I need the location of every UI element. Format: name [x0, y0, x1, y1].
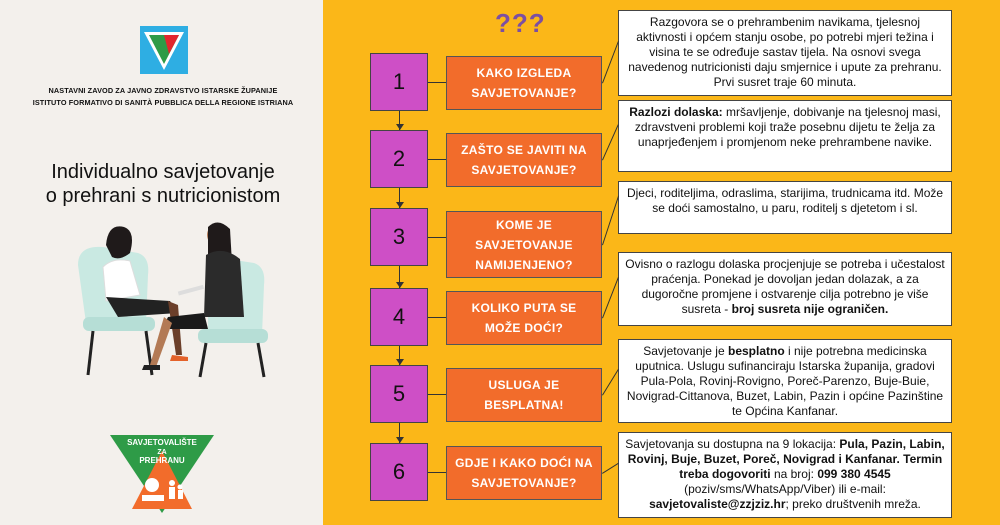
- answer-segment: Termin treba dogovoriti: [679, 452, 943, 481]
- step-number-3: 3: [370, 208, 428, 266]
- institution-logo: [140, 26, 188, 74]
- institution-name-it: ISTITUTO FORMATIVO DI SANITÀ PUBBLICA DELLA REGIONE ISTRIANA: [32, 98, 294, 107]
- family-icon: [169, 480, 175, 486]
- apple-icon: [145, 478, 159, 492]
- answer-segment: broj susreta nije ograničen.: [731, 302, 889, 316]
- connector-line: [428, 317, 446, 318]
- step-question-3: KOME JE SAVJETOVANJE NAMIJENJENO?: [446, 211, 602, 278]
- answer-segment: na broj:: [770, 467, 818, 481]
- step-number-6: 6: [370, 443, 428, 501]
- notepad: [178, 285, 204, 296]
- step-number-5: 5: [370, 365, 428, 423]
- connector-line: [428, 159, 446, 160]
- answer-segment: Razgovora se o prehrambenim navikama, tjelesnoj aktivnosti i općem stanju osobe, po potrebi mjeri težina i visina te se određuje sastav tijela. Na osnovi svega navedenog nutricionisti daju smjernice i upute za prehranu. Prvi susret traje 60 minuta.: [628, 15, 942, 89]
- savjetovaliste-badge: [106, 433, 218, 515]
- right-woman-jacket: [204, 251, 244, 317]
- answer-segment: (poziv/sms/WhatsApp/Viber) ili e-mail:: [684, 482, 886, 496]
- answer-segment: Razlozi dolaska:: [629, 105, 723, 119]
- badge-line3: PREHRANU: [139, 456, 185, 465]
- answer-segment: mršavljenje, dobivanje na tjelesnoj masi, zdravstveni problemi koji traže posebnu dijetu te želja za unaprjeđenjem i promjenom neke prehrambene navike.: [634, 105, 941, 149]
- step-answer-1: [618, 10, 952, 96]
- connector-line: [428, 82, 446, 83]
- page-title-line1: Individualno savjetovanje: [51, 161, 275, 183]
- step-question-6: GDJE I KAKO DOĆI NA SAVJETOVANJE?: [446, 446, 602, 500]
- counseling-illustration: [58, 205, 278, 380]
- right-chair-seat: [198, 329, 268, 343]
- answer-segment: savjetovaliste@zzjziz.hr: [649, 497, 786, 511]
- step-question-4: KOLIKO PUTA SE MOŽE DOĆI?: [446, 291, 602, 345]
- left-panel: [0, 0, 323, 525]
- answer-segment: i nije potrebna medicinska uputnica. Uslugu sufinanciraju Istarska županija, gradovi Pula-Pola, Rovinj-Rovigno, Poreč-Parenzo, Buje-Buie, Novigrad-Cittanova, Buzet, Labin, Pazin i općine Pazinštine te Općina Kanfanar.: [626, 344, 944, 418]
- badge-line2: ZA: [157, 449, 167, 456]
- answer-segment: Pula, Pazin, Labin, Rovinj, Buje, Buzet, Poreč, Novigrad i Kanfanar.: [627, 437, 945, 466]
- left-chair-seat: [83, 317, 155, 331]
- page-title-line2: o prehrani s nutricionistom: [45, 185, 281, 207]
- step-number-4: 4: [370, 288, 428, 346]
- step-answer-4: [618, 252, 952, 326]
- connector-line: [428, 472, 446, 473]
- flow-arrow-icon: [396, 202, 404, 208]
- flow-arrow-icon: [396, 124, 404, 130]
- flow-arrow-icon: [396, 282, 404, 288]
- answer-segment: Savjetovanja su dostupna na 9 lokacija:: [625, 437, 840, 451]
- step-number-1: 1: [370, 53, 428, 111]
- answer-segment: 099 380 4545: [817, 467, 891, 481]
- badge-line1: SAVJETOVALIŠTE: [127, 438, 197, 447]
- question-marks: ???: [495, 8, 546, 38]
- connector-line: [428, 394, 446, 395]
- flow-arrow-icon: [396, 359, 404, 365]
- step-question-1: KAKO IZGLEDA SAVJETOVANJE?: [446, 56, 602, 110]
- book-icon: [142, 495, 164, 501]
- page-title: [18, 160, 308, 208]
- answer-segment: Ovisno o razlogu dolaska procjenjuje se potreba i učestalost praćenja. Ponekad je dovoljan jedan dolazak, a za dugoročne promjene i ostvarenje cilja potrebno je više susreta -: [625, 257, 945, 316]
- step-number-2: 2: [370, 130, 428, 188]
- connector-line: [428, 237, 446, 238]
- step-question-5: USLUGA JE BESPLATNA!: [446, 368, 602, 422]
- step-question-2: ZAŠTO SE JAVITI NA SAVJETOVANJE?: [446, 133, 602, 187]
- answer-segment: Djeci, roditeljima, odraslima, starijima, trudnicama itd. Može se doći samostalno, u paru, roditelj s djetetom i sl.: [626, 186, 944, 215]
- institution-name-hr: NASTAVNI ZAVOD ZA JAVNO ZDRAVSTVO ISTARSKE ŽUPANIJE: [48, 86, 278, 95]
- step-answer-2: [618, 100, 952, 172]
- step-answer-5: [618, 339, 952, 423]
- step-answer-3: [618, 181, 952, 234]
- left-woman-legs: [106, 297, 178, 317]
- step-answer-6: [618, 432, 952, 518]
- answer-segment: besplatno: [727, 344, 785, 358]
- flow-arrow-icon: [396, 437, 404, 443]
- answer-segment: ; preko društvenih mreža.: [785, 497, 921, 511]
- answer-segment: Savjetovanje je: [643, 344, 728, 358]
